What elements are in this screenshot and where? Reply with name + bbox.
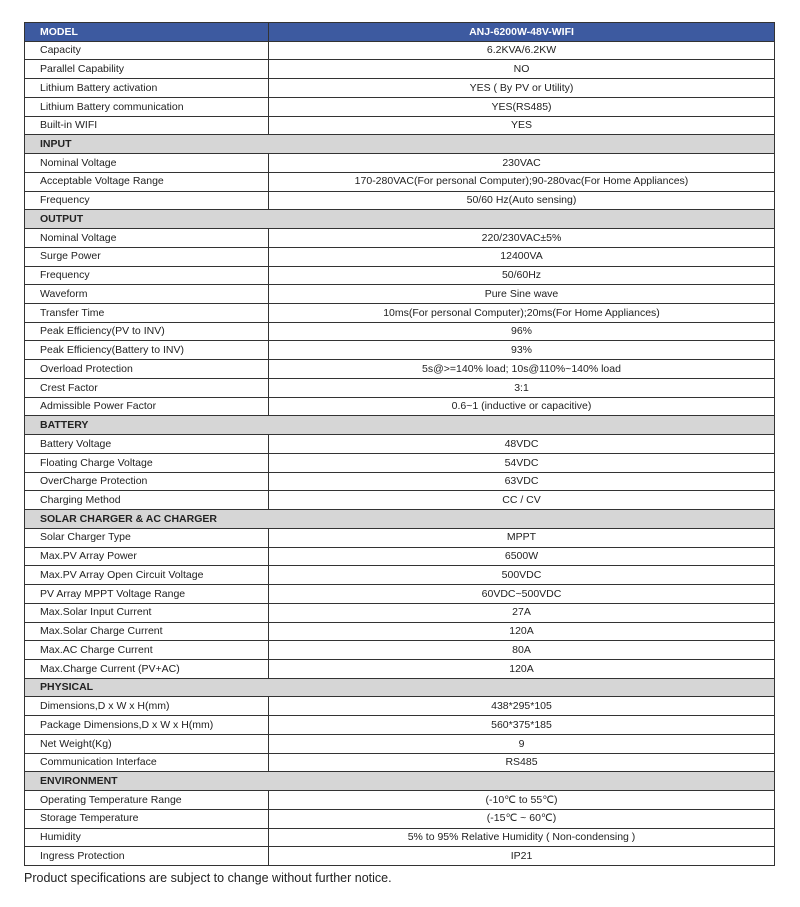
section-title: INPUT — [25, 135, 775, 154]
spec-body — [25, 23, 775, 866]
spec-label: Battery Voltage — [25, 435, 269, 454]
spec-value: 96% — [269, 322, 775, 341]
spec-row — [25, 397, 775, 416]
spec-label: OverCharge Protection — [25, 472, 269, 491]
spec-row — [25, 60, 775, 79]
spec-row — [25, 360, 775, 379]
spec-row — [25, 266, 775, 285]
spec-label: Frequency — [25, 191, 269, 210]
spec-table — [24, 22, 775, 866]
spec-row — [25, 528, 775, 547]
spec-row — [25, 247, 775, 266]
spec-label: Lithium Battery activation — [25, 79, 269, 98]
spec-value: 80A — [269, 641, 775, 660]
spec-row — [25, 697, 775, 716]
section-header-row — [25, 416, 775, 435]
spec-value: (-10℃ to 55℃) — [269, 791, 775, 810]
spec-value: (-15℃ ~ 60℃) — [269, 809, 775, 828]
spec-label: Capacity — [25, 41, 269, 60]
spec-value: 48VDC — [269, 435, 775, 454]
spec-row — [25, 229, 775, 248]
spec-row — [25, 491, 775, 510]
section-title: ENVIRONMENT — [25, 772, 775, 791]
spec-value: NO — [269, 60, 775, 79]
spec-value: 438*295*105 — [269, 697, 775, 716]
spec-value: 12400VA — [269, 247, 775, 266]
spec-row — [25, 847, 775, 866]
spec-label: Crest Factor — [25, 378, 269, 397]
spec-label: Nominal Voltage — [25, 229, 269, 248]
spec-label: Max.Solar Charge Current — [25, 622, 269, 641]
spec-label: Solar Charger Type — [25, 528, 269, 547]
spec-label: Max.PV Array Open Circuit Voltage — [25, 566, 269, 585]
spec-label: Frequency — [25, 266, 269, 285]
spec-row — [25, 809, 775, 828]
spec-label: Overload Protection — [25, 360, 269, 379]
spec-value: YES(RS485) — [269, 97, 775, 116]
spec-label: Max.AC Charge Current — [25, 641, 269, 660]
spec-label: Package Dimensions,D x W x H(mm) — [25, 716, 269, 735]
spec-value: 5% to 95% Relative Humidity ( Non-condensing ) — [269, 828, 775, 847]
spec-row — [25, 716, 775, 735]
spec-row — [25, 304, 775, 323]
spec-value: 9 — [269, 734, 775, 753]
spec-label: Lithium Battery communication — [25, 97, 269, 116]
spec-label: PV Array MPPT Voltage Range — [25, 585, 269, 604]
spec-row — [25, 378, 775, 397]
spec-value: 93% — [269, 341, 775, 360]
spec-row — [25, 603, 775, 622]
spec-label: Ingress Protection — [25, 847, 269, 866]
spec-row — [25, 622, 775, 641]
spec-value: 50/60Hz — [269, 266, 775, 285]
spec-label: Built-in WIFI — [25, 116, 269, 135]
spec-value: YES — [269, 116, 775, 135]
spec-row — [25, 734, 775, 753]
spec-value: 6500W — [269, 547, 775, 566]
spec-value: 0.6~1 (inductive or capacitive) — [269, 397, 775, 416]
spec-value: 5s@>=140% load; 10s@110%~140% load — [269, 360, 775, 379]
spec-label: Floating Charge Voltage — [25, 453, 269, 472]
spec-value: Pure Sine wave — [269, 285, 775, 304]
spec-label: Dimensions,D x W x H(mm) — [25, 697, 269, 716]
spec-value: RS485 — [269, 753, 775, 772]
spec-row — [25, 791, 775, 810]
spec-value: 63VDC — [269, 472, 775, 491]
spec-row — [25, 191, 775, 210]
spec-row — [25, 585, 775, 604]
spec-row — [25, 97, 775, 116]
section-title: PHYSICAL — [25, 678, 775, 697]
spec-value: 120A — [269, 622, 775, 641]
model-label: MODEL — [25, 23, 269, 42]
spec-label: Peak Efficiency(PV to INV) — [25, 322, 269, 341]
spec-row — [25, 41, 775, 60]
spec-row — [25, 547, 775, 566]
spec-value: IP21 — [269, 847, 775, 866]
spec-value: 220/230VAC±5% — [269, 229, 775, 248]
spec-value: YES ( By PV or Utility) — [269, 79, 775, 98]
spec-label: Operating Temperature Range — [25, 791, 269, 810]
section-title: BATTERY — [25, 416, 775, 435]
section-header-row — [25, 135, 775, 154]
spec-label: Waveform — [25, 285, 269, 304]
spec-label: Communication Interface — [25, 753, 269, 772]
spec-value: 10ms(For personal Computer);20ms(For Home Appliances) — [269, 304, 775, 323]
spec-label: Max.Solar Input Current — [25, 603, 269, 622]
spec-row — [25, 172, 775, 191]
spec-row — [25, 341, 775, 360]
spec-row — [25, 322, 775, 341]
spec-label: Net Weight(Kg) — [25, 734, 269, 753]
model-value: ANJ-6200W-48V-WIFI — [269, 23, 775, 42]
spec-row — [25, 116, 775, 135]
spec-label: Max.PV Array Power — [25, 547, 269, 566]
footnote: Product specifications are subject to change without further notice. — [24, 871, 392, 885]
spec-row — [25, 566, 775, 585]
spec-label: Storage Temperature — [25, 809, 269, 828]
spec-label: Surge Power — [25, 247, 269, 266]
spec-value: 500VDC — [269, 566, 775, 585]
model-row — [25, 23, 775, 42]
spec-row — [25, 659, 775, 678]
spec-label: Peak Efficiency(Battery to INV) — [25, 341, 269, 360]
spec-value: 560*375*185 — [269, 716, 775, 735]
spec-row — [25, 435, 775, 454]
spec-value: 27A — [269, 603, 775, 622]
spec-label: Max.Charge Current (PV+AC) — [25, 659, 269, 678]
section-header-row — [25, 210, 775, 229]
spec-label: Transfer Time — [25, 304, 269, 323]
spec-value: CC / CV — [269, 491, 775, 510]
spec-value: 60VDC~500VDC — [269, 585, 775, 604]
spec-value: 6.2KVA/6.2KW — [269, 41, 775, 60]
spec-label: Acceptable Voltage Range — [25, 172, 269, 191]
spec-row — [25, 641, 775, 660]
section-header-row — [25, 510, 775, 529]
section-header-row — [25, 678, 775, 697]
spec-value: 230VAC — [269, 154, 775, 173]
spec-value: 50/60 Hz(Auto sensing) — [269, 191, 775, 210]
spec-value: 120A — [269, 659, 775, 678]
spec-value: 3:1 — [269, 378, 775, 397]
spec-label: Nominal Voltage — [25, 154, 269, 173]
spec-value: 170-280VAC(For personal Computer);90-280vac(For Home Appliances) — [269, 172, 775, 191]
spec-row — [25, 472, 775, 491]
spec-row — [25, 79, 775, 98]
spec-row — [25, 285, 775, 304]
section-title: SOLAR CHARGER & AC CHARGER — [25, 510, 775, 529]
spec-row — [25, 154, 775, 173]
spec-value: 54VDC — [269, 453, 775, 472]
spec-row — [25, 453, 775, 472]
spec-label: Parallel Capability — [25, 60, 269, 79]
spec-row — [25, 828, 775, 847]
spec-row — [25, 753, 775, 772]
spec-label: Humidity — [25, 828, 269, 847]
spec-value: MPPT — [269, 528, 775, 547]
section-header-row — [25, 772, 775, 791]
spec-label: Admissible Power Factor — [25, 397, 269, 416]
section-title: OUTPUT — [25, 210, 775, 229]
spec-label: Charging Method — [25, 491, 269, 510]
